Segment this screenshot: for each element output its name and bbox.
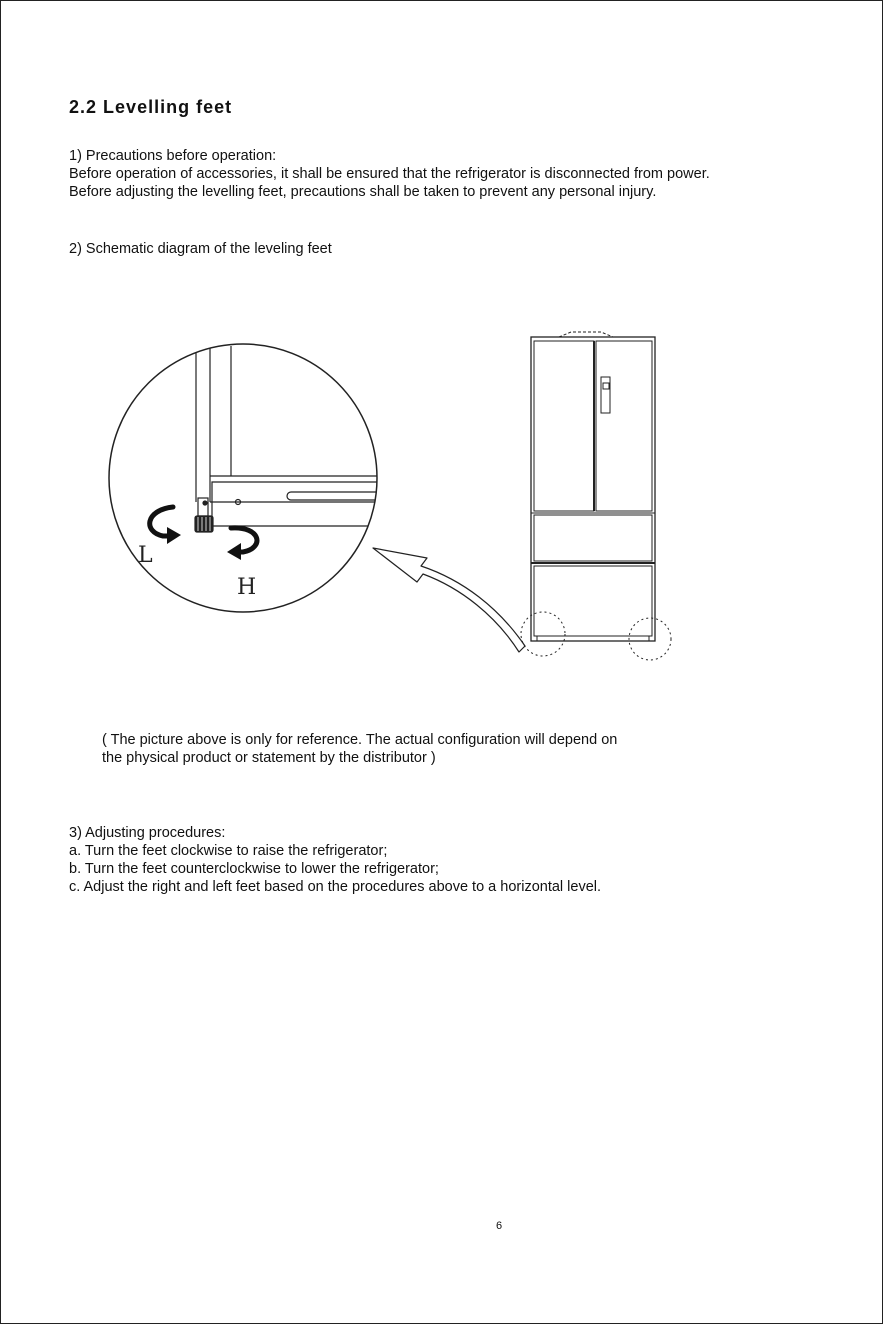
- section-title: Levelling feet: [103, 97, 233, 117]
- rotation-arrow-left-icon: [150, 507, 181, 544]
- precautions-heading: 1) Precautions before operation:: [69, 148, 277, 164]
- rotation-arrow-right-icon: [227, 528, 257, 560]
- procedures-block: [69, 824, 601, 896]
- precautions-line-2: Before adjusting the levelling feet, precautions shall be taken to prevent any personal injury.: [69, 184, 657, 200]
- schematic-heading: 2) Schematic diagram of the leveling feet: [69, 241, 332, 257]
- procedure-step-a: a. Turn the feet clockwise to raise the refrigerator;: [69, 843, 388, 859]
- precautions-line-1: Before operation of accessories, it shall be ensured that the refrigerator is disconnected from power.: [69, 166, 710, 182]
- label-high: H: [237, 575, 257, 600]
- note-line-1: ( The picture above is only for reference. The actual configuration will depend on: [102, 732, 618, 748]
- reference-note: [102, 731, 617, 767]
- procedure-step-b: b. Turn the feet counterclockwise to lower the refrigerator;: [69, 861, 439, 877]
- procedure-step-c: c. Adjust the right and left feet based on the procedures above to a horizontal level.: [69, 879, 602, 895]
- note-line-2: the physical product or statement by the distributor ): [102, 750, 436, 766]
- section-number: 2.2: [69, 97, 98, 117]
- procedures-heading: 3) Adjusting procedures:: [69, 825, 226, 841]
- schematic-heading-block: [69, 240, 332, 258]
- section-heading: [69, 97, 232, 118]
- page-number: 6: [496, 1220, 503, 1232]
- leveling-feet-diagram: [101, 326, 681, 671]
- label-low: L: [138, 543, 153, 568]
- magnified-foot-detail: [109, 344, 391, 612]
- pointer-arrow-icon: [373, 548, 525, 652]
- precautions-block: [69, 147, 710, 201]
- refrigerator-illustration: [521, 332, 671, 660]
